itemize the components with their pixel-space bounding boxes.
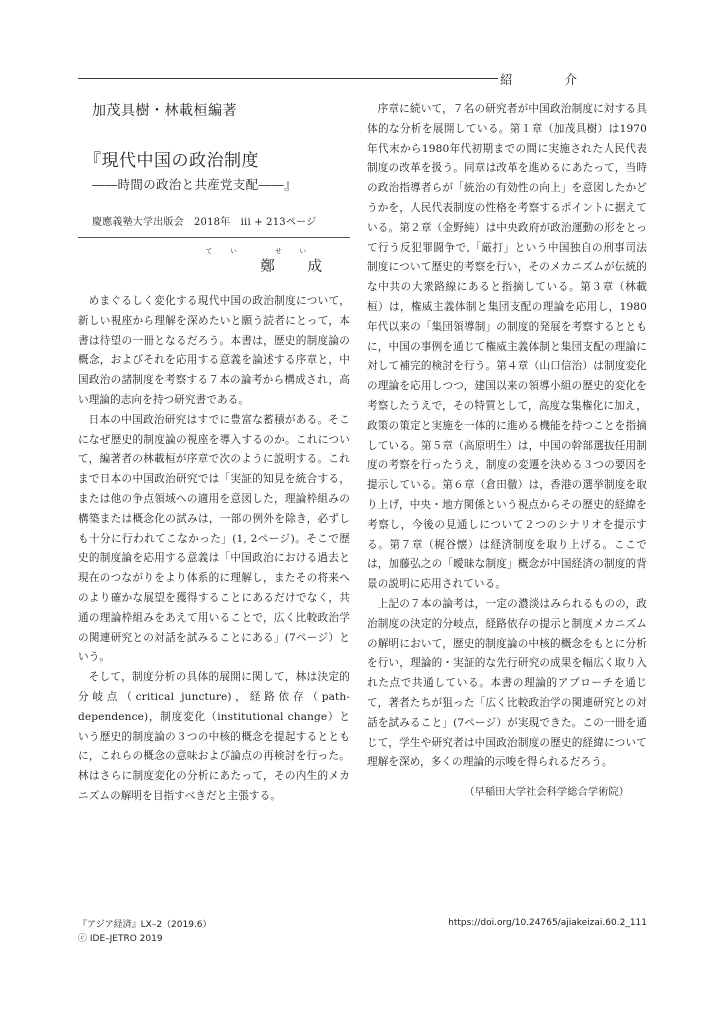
divider (78, 237, 350, 238)
left-column (78, 96, 350, 807)
paragraph: 序章に続いて，７名の研究者が中国政治制度に対する具体的な分析を展開している。第１章（加茂具樹）は1970年代末から1980年代初期までの間に実施された人民代表制度の改革を扱う。同章は改革を進めるにあたって，当時の政治指導者らが「統治の有効性の向上」を意図したかどうかを，人民代表制度の性格を考察するポイントに据えている。第２章（金野純）は中央政府が政治運動の形をとって行う反犯罪闘争で,「厳打」という中国独自の刑事司法制度について歴史的考察を行い，そのメカニズムが伝統的な中共の大衆路線にあると指摘している。第３章（林載桓）は，権威主義体制と集団支配の理論を応用し，1980年代以来の「集団領導制」の制度的発展を考察するとともに，中国の事例を通じて権威主義体制と集団支配の理論に対して補完的検討を行う。第４章（山口信治）は制度変化の理論を応用しつつ，建国以来の領導小組の歴史的変化を考察したうえで，その特質として，高度な集権化に加え，政策の策定と実施を一体的に進める機能を持つことを指摘している。第５章（高原明生）は，中国の幹部選抜任用制度の考察を行ったうえ，制度の変遷を決める３つの要因を提示している。第６章（倉田徹）は，香港の選挙制度を取り上げ，中央・地方関係という視点からその歴史的経緯を考察し，今後の見通しについて２つのシナリオを提示する。第７章（梶谷懐）は経済制度を取り上げる。ここでは，加藤弘之の「曖昧な制度」概念が中国経済の制度的背景の説明に応用されている。 (367, 103, 647, 591)
reviewer-affiliation: （早稲田大学社会科学総合学術院） (464, 786, 629, 799)
left-body (78, 292, 350, 807)
publication-info: 慶應義塾大学出版会 2018年 iii + 213ページ (92, 217, 317, 228)
paragraph: 日本の中国政治研究はすでに豊富な蓄積がある。そこになぜ歴史的制度論の視座を導入するのか。これについて，編著者の林載桓が序章で次のように説明する。これまで日本の中国政治研究では「実証的知見を統合する，または他の争点領域への適用を意図した，理論枠組みの構築または概念化の試みは，一部の例外を除き，必ずしも十分に行われてこなかった」(1, 2ページ)。そこで歴史的制度論を応用する意義は「中国政治における過去と現在のつながりをより体系的に理解し，またその将来へのより確かな展望を獲得することにあるだけでなく，共通の理論枠組みをあえて用いることで，広く比較政治学の関連研究との対話を試みることにある」(7ページ）という。 (78, 413, 350, 664)
journal-citation: 『アジア経済』LX–2（2019.6） (78, 920, 212, 930)
reviewer-ruby: てい せい (205, 247, 324, 255)
section-label: 紹 介 (500, 72, 601, 87)
book-title: 『現代中国の政治制度 (84, 151, 259, 171)
reviewer-name: 鄭 成 (260, 259, 336, 275)
right-column (367, 100, 647, 798)
book-editors: 加茂具樹・林載桓編著 (92, 103, 237, 119)
reviewer (78, 246, 350, 284)
paragraph: めまぐるしく変化する現代中国の政治制度について，新しい視座から理解を深めたいと願う読者にとって，本書は待望の一冊となるだろう。本書は，歴史的制度論の概念，およびそれを応用する意義を論述する序章と，中国政治の諸制度を考察する７本の論考から構成され，高い理論的志向を持つ研究書である。 (78, 295, 350, 406)
copyright: ⓒ IDE–JETRO 2019 (78, 934, 163, 944)
doi-link[interactable]: https://doi.org/10.24765/ajiakeizai.60.2_111 (448, 918, 647, 928)
book-subtitle: ――時間の政治と共産党支配――』 (92, 177, 297, 192)
paragraph: そして，制度分析の具体的展開に関して，林は決定的分岐点（critical juncture)，経路依存（path-dependence)，制度変化（institutional change）という歴史的制度論の３つの中核的概念を提起するとともに，これらの概念の意味および論点の再検討を行った。林はさらに制度変化の分析にあたって，その内生的メカニズムの解明を目指すべきだと主張する。 (78, 671, 350, 802)
header-rule (78, 78, 498, 79)
paragraph: 上記の７本の論考は，一定の濃淡はみられるものの，政治制度の決定的分岐点，経路依存の提示と制度メカニズムの解明において，歴史的制度論の中核的概念をもとに分析を行い，理論的・実証的な先行研究の成果を幅広く取り入れた点で共通している。本書の理論的アプローチを通じて，著者たちが狙った「広く比較政治学の関連研究との対話を試みること」(7ページ）が実現できた。この一冊を通じて，学生や研究者は中国政治制度の歴史的経緯について理解を深め，多くの理論的示唆を得られるだろう。 (367, 597, 647, 769)
footer-left (78, 918, 212, 946)
